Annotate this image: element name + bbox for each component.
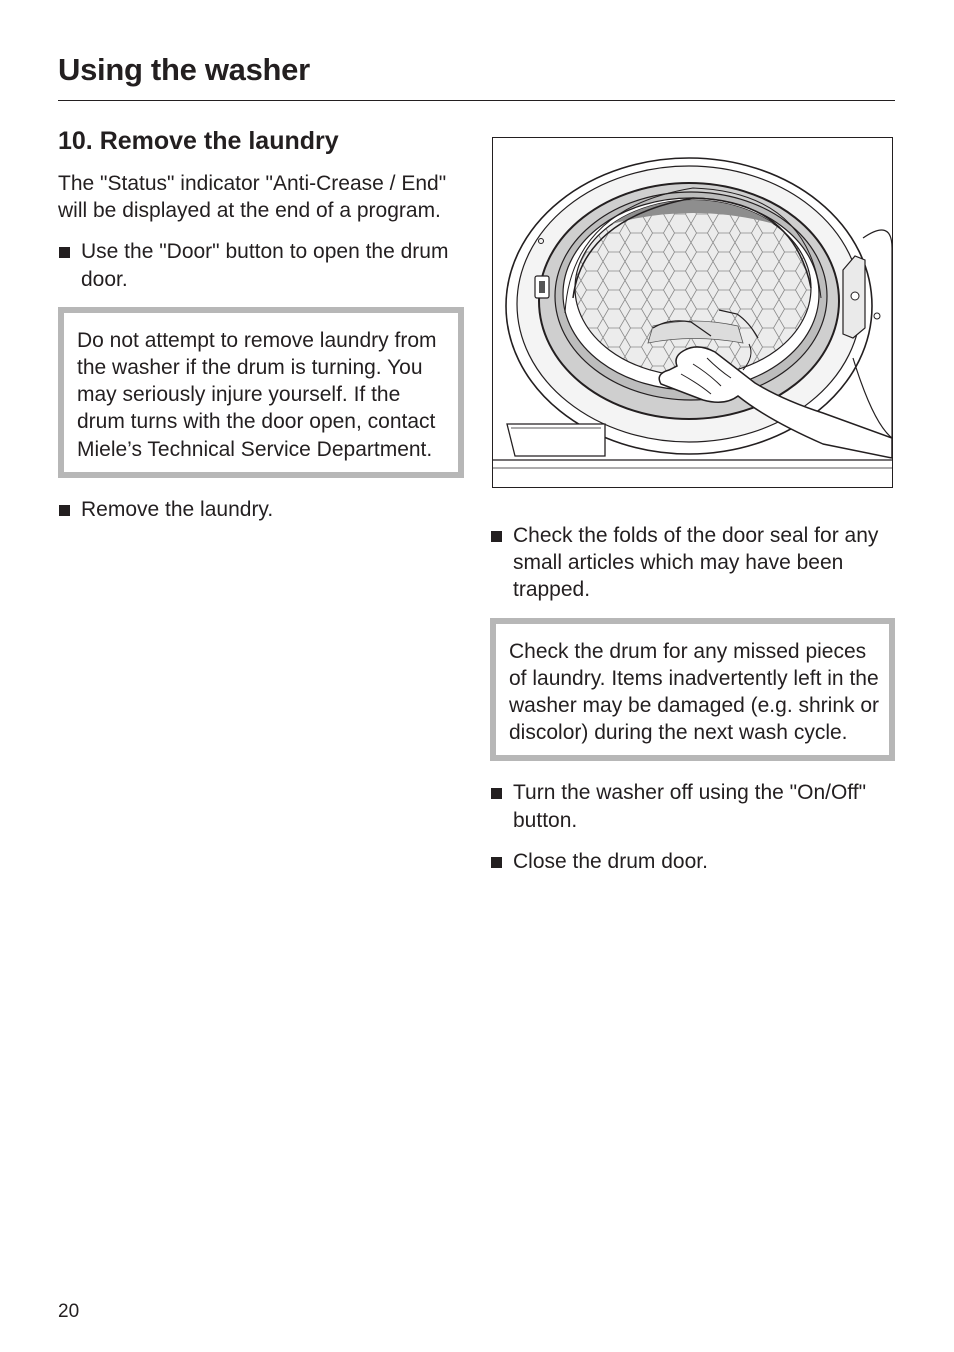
section-title: 10. Remove the laundry	[58, 127, 339, 155]
bullet-square-icon	[58, 496, 81, 523]
bullet-text: Turn the washer off using the "On/Off" button.	[513, 781, 867, 832]
drum-hand-image	[493, 138, 892, 487]
bullet-square-icon	[58, 238, 81, 292]
bullet-square-icon	[490, 522, 513, 604]
right-column	[490, 137, 895, 889]
washer-drum-illustration	[492, 137, 893, 488]
page-number: 20	[58, 1301, 80, 1322]
bullet-close-door	[490, 848, 895, 875]
left-column	[58, 124, 464, 537]
bullet-text: Use the "Door" button to open the drum door.	[81, 240, 449, 291]
intro-paragraph: The "Status" indicator "Anti-Crease / End" will be displayed at the end of a program.	[58, 172, 447, 223]
bullet-remove-laundry	[58, 496, 464, 523]
bullet-text: Check the folds of the door seal for any small articles which may have been trapped.	[513, 524, 879, 602]
header-divider	[58, 100, 895, 101]
bullet-text: Close the drum door.	[513, 849, 708, 873]
bullet-check-seal	[490, 522, 895, 604]
bullet-open-door	[58, 238, 464, 292]
bullet-turn-off	[490, 779, 895, 833]
bullet-text: Remove the laundry.	[81, 497, 274, 521]
warning-note-box: Do not attempt to remove laundry from the washer if the drum is turning. You may seriously injure yourself. If the drum turns with the door open, contact Miele’s Technical Service Department.	[58, 307, 464, 478]
bullet-square-icon	[490, 779, 513, 833]
drum-check-note-box: Check the drum for any missed pieces of laundry. Items inadvertently left in the washer may be damaged (e.g. shrink or discolor) during the next wash cycle.	[490, 618, 895, 762]
page-title: Using the washer	[58, 52, 310, 87]
bullet-square-icon	[490, 848, 513, 875]
